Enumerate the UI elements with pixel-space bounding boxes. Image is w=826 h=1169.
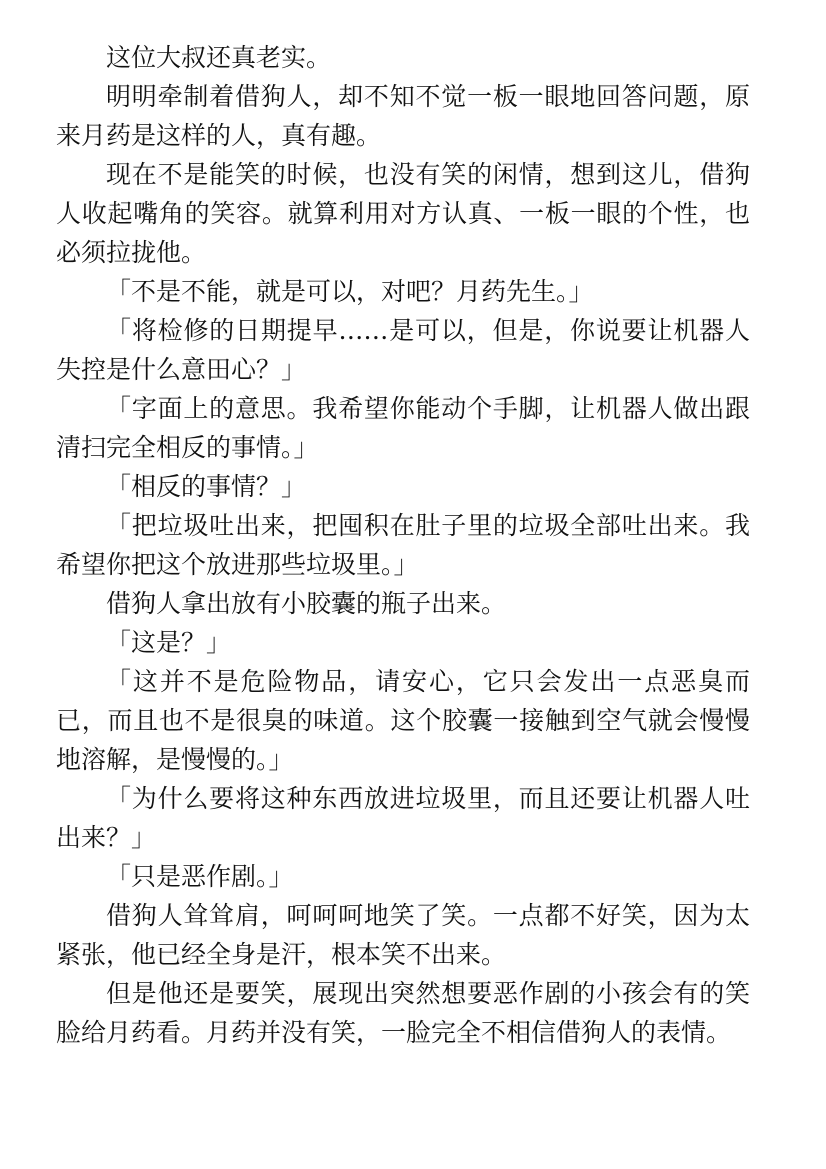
paragraph: 借狗人拿出放有小胶囊的瓶子出来。 [106, 589, 507, 618]
paragraph: 借狗人耸耸肩，呵呵呵地笑了笑。一点都不好笑，因为太紧张，他已经全身是汗，根本笑不出来。 [56, 901, 750, 969]
paragraph: 「相反的事情？」 [106, 472, 307, 501]
paragraph: 「这是？」 [106, 628, 232, 657]
document-page [56, 38, 750, 1052]
paragraph: 「字面上的意思。我希望你能动个手脚，让机器人做出跟清扫完全相反的事情。」 [56, 394, 750, 462]
paragraph: 「这并不是危险物品，请安心，它只会发出一点恶臭而已，而且也不是很臭的味道。这个胶囊一接触到空气就会慢慢地溶解，是慢慢的。」 [56, 667, 750, 774]
paragraph: 现在不是能笑的时候，也没有笑的闲情，想到这儿，借狗人收起嘴角的笑容。就算利用对方认真、一板一眼的个性，也必须拉拢他。 [56, 160, 750, 267]
paragraph: 「为什么要将这种东西放进垃圾里，而且还要让机器人吐出来？」 [56, 784, 750, 852]
paragraph: 但是他还是要笑，展现出突然想要恶作剧的小孩会有的笑脸给月药看。月药并没有笑，一脸完全不相信借狗人的表情。 [56, 979, 750, 1047]
paragraph: 这位大叔还真老实。 [106, 43, 332, 72]
paragraph: 「不是不能，就是可以，对吧？月药先生。」 [106, 277, 594, 306]
paragraph: 「将检修的日期提早……是可以，但是，你说要让机器人失控是什么意田心？」 [56, 316, 750, 384]
paragraph: 明明牵制着借狗人，却不知不觉一板一眼地回答问题，原来月药是这样的人，真有趣。 [56, 82, 750, 150]
paragraph: 「把垃圾吐出来，把囤积在肚子里的垃圾全部吐出来。我希望你把这个放进那些垃圾里。」 [56, 511, 750, 579]
paragraph: 「只是恶作剧。」 [106, 862, 294, 891]
